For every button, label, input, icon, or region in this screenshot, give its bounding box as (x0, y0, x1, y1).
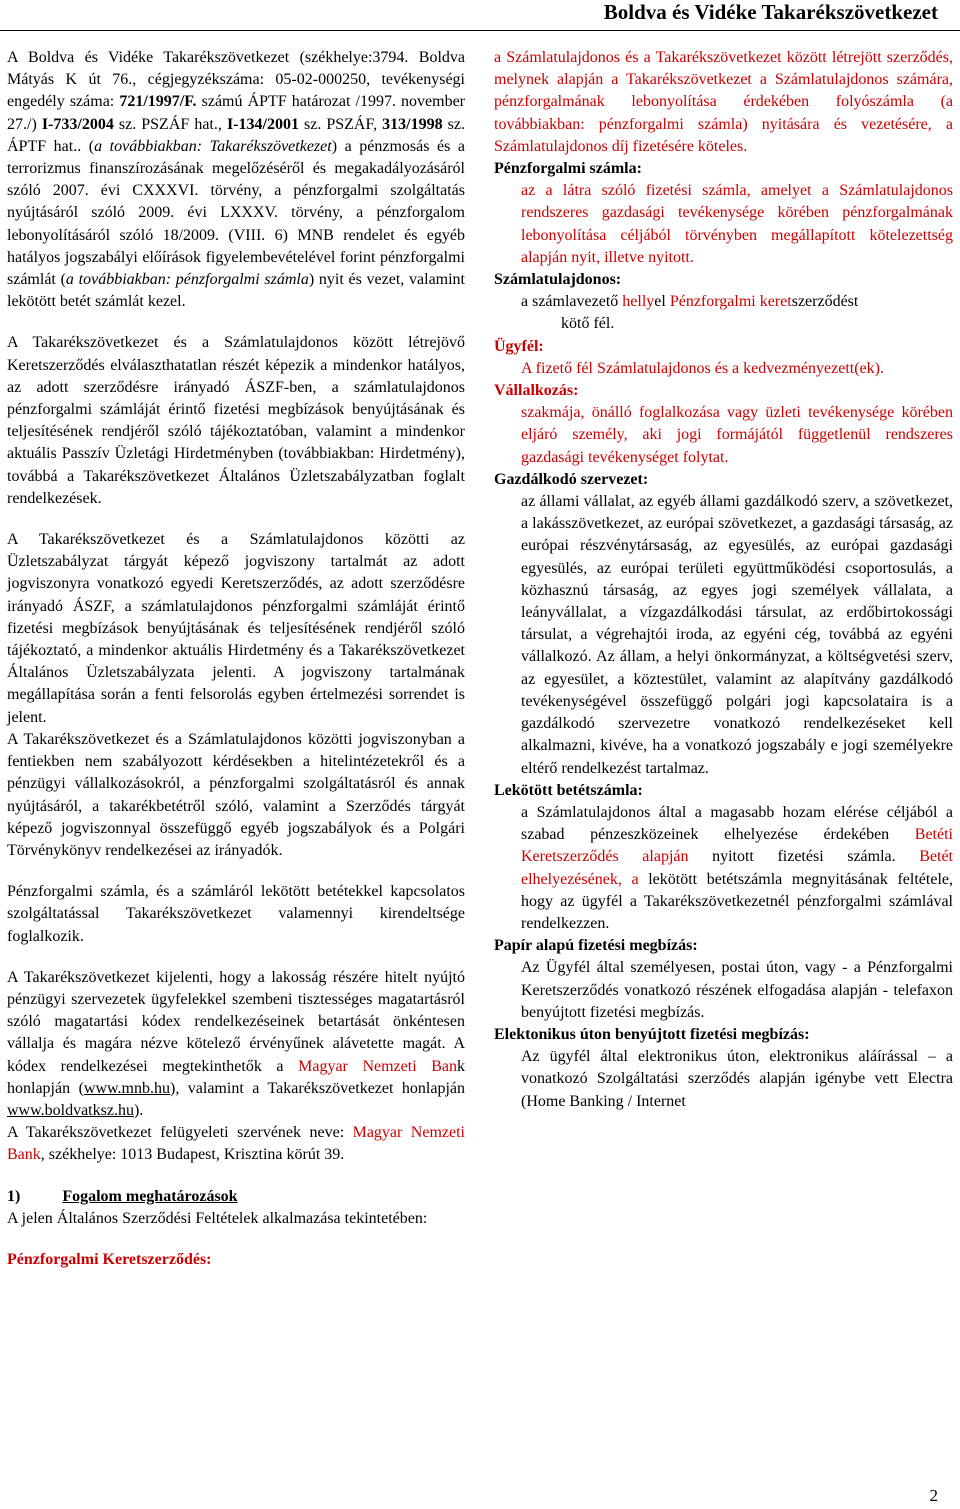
page-number: 2 (929, 1486, 938, 1505)
framework-paragraph: A Takarékszövetkezet és a Számlatulajdonos között létrejövő Keretszerződés elválaszthatatlan részét képezik a mindenkor hatályos, az adott szerződésre irányadó ÁSZF-ben, a számlatulajdonos pénzforgalmi számláját érintő fizetési megbízások benyújtásának és teljesítésének rendjéről szóló tájékoztatóban, valamint a mindenkor aktuális Passzív Üzletági Hirdetményben (továbbiakban: Hirdetmény), továbbá a Takarékszövetkezet Általános Üzletszabályzatban foglalt rendelkezések. (7, 334, 465, 507)
mnb-link[interactable]: www.mnb.hu (83, 1079, 170, 1097)
definition-penzforgalmi-szamla: az a látra szóló fizetési számla, amelyet a Számlatulajdonos rendszeres gazdasági tevékenysége körében pénzforgalmának lebonyolítása céljából törvényben megállapított kötelezettség alapján nyit, illetve nyitott. (521, 182, 953, 266)
term-lekotott-betetszamla: Lekötött betétszámla: (494, 781, 643, 799)
definition-gazdalkodo-szervezet: az állami vállalat, az egyéb állami gazdálkodó szerv, a szövetkezet, a lakásszövetkezet, az európai szövetkezet, a gazdasági társaság, az európai részvénytársaság, az egyesülés, az európai gazdasági egyesülés, az európai területi együttműködési csoportosulás, a közhasznú társaság, az egyes jogi személyek vállalata, a leányvállalat, a vízgazdálkodási társulat, az erdőbirtokossági társulat, a végrehajtói iroda, az egyéni cég, továbbá az egyéni vállalkozó. Az állam, a helyi önkormányzat, a költségvetési szerv, az egyesület, a köztestület, valamint az alapítvány gazdálkodó tevékenységével összefüggő polgári jogi kapcsolataira is a gazdálkodó szervezetre vonatkozó rendelkezéseket kell alkalmazni, kivéve, ha a vonatkozó jogszabály e jogi személyekre eltérő rendelkezést tartalmaz. (521, 493, 953, 777)
definition-elektronikus-megbizas: Az ügyfél által elektronikus úton, elektronikus aláírással – a vonatkozó Szolgáltatási szerződés alapján igénybe vett Electra (Home Banking / Internet (521, 1048, 953, 1110)
page-header (0, 0, 960, 31)
term-elektronikus-megbizas: Elektonikus úton benyújtott fizetési megbízás: (494, 1025, 810, 1043)
left-column (7, 47, 465, 1271)
term-papir-alapu-megbizas: Papír alapú fizetési megbízás: (494, 937, 698, 955)
term-ugyfel: Ügyfél: (494, 337, 544, 355)
definition-vallalkozas: szakmája, önálló foglalkozása vagy üzleti tevékenysége körében eljáró személy, aki jogi formájától függetlenül rendszeres gazdasági tevékenységet folytat. (521, 404, 953, 466)
section-heading: 1) Fogalom meghatározások (7, 1187, 238, 1205)
term-szamlatulajdonos: Számlatulajdonos: (494, 271, 622, 289)
definition-papir-alapu-megbizas: Az Ügyfél által személyesen, postai úton, vagy - a Pénzforgalmi Keretszerződés vonatkozó részének elfogadása alapján - telefaxon benyújtott fizetési megbízás. (521, 959, 953, 1021)
scope-paragraph: A jelen Általános Szerződési Feltételek alkalmazása tekintetében: (7, 1209, 428, 1227)
term-penzforgalmi-szamla: Pénzforgalmi számla: (494, 160, 642, 178)
definition-ugyfel: A fizető fél Számlatulajdonos és a kedvezményezett(ek). (521, 359, 884, 377)
term-vallalkozas: Vállalkozás: (494, 382, 579, 400)
legal-relationship-paragraph: A Takarékszövetkezet és a Számlatulajdonos közötti az Üzletszabályzat tárgyát képező jogviszony tartalmát az adott jogviszonyra vonatkozó egyedi Keretszerződés, az adott szerződésre irányadó ÁSZF, a számlatulajdonos pénzforgalmi számláját érintő fizetési megbízások benyújtásának és teljesítésének rendjéről szóló tájékoztató, a mindenkor aktuális Hirdetmény és a Takarékszövetkezet Általános Üzletszabályzata jelenti. A jogviszony tartalmának megállapítása során a fenti felsorolás egyben értelmezési sorrendet is jelent. (7, 531, 465, 726)
intro-paragraph: A Boldva és Vidéke Takarékszövetkezet (székhelye:3794. Boldva Mátyás K út 76., cégjegyzékszáma: 05-02-000250, tevékenységi engedély száma: 721/1997/F. számú ÁPTF határozat /1997. november 27./) I-733/2004 sz. PSZÁF hat., I-134/2001 sz. PSZÁF, 313/1998 sz. ÁPTF hat.. (a továbbiakban: Takarékszövetkezet) a pénzmosás és a terrorizmus finanszírozásának megelőzéséről és megakadályozásáról szóló 2007. évi CXXXVI. törvény, a pénzforgalmi szolgáltatás nyújtásáról szóló 2009. évi LXXXV. törvény, a pénzforgalom lebonyolításáról szóló 18/2009. (VIII. 6) MNB rendelet és egyéb hatályos jogszabályi előírások figyelembevételével forint pénzforgalmi számlát (a továbbiakban: pénzforgalmi számla) nyit és vezet, valamint lekötött betét számlát kezel. (7, 49, 466, 311)
keretszerzodes-definition: a Számlatulajdonos és a Takarékszövetkezet között létrejött szerződés, melynek alapján a Takarékszövetkezet a Számlatulajdonos számára, pénzforgalmának lebonyolítása érdekében folyószámla (a továbbiakban: pénzforgalmi számla) nyitására és vezetésére, a Számlatulajdonos díj fizetésére köteles. (494, 49, 953, 155)
term-gazdalkodo-szervezet: Gazdálkodó szervezet: (494, 470, 649, 488)
boldvatksz-link[interactable]: www.boldvatksz.hu (7, 1101, 134, 1119)
definition-szamlatulajdonos: a számlavezető hellyel Pénzforgalmi keretszerződést kötő fél. (521, 293, 859, 333)
supervisory-paragraph: A Takarékszövetkezet felügyeleti szervének neve: Magyar Nemzeti Bank, székhelye: 1013 Budapest, Krisztina körút 39. (7, 1124, 465, 1164)
code-of-conduct-paragraph: A Takarékszövetkezet kijelenti, hogy a lakosság részére hitelt nyújtó pénzügyi szervezetek ügyfelekkel szembeni tisztességes magatartásról szóló magatartási kódex rendelkezéseinek betartását önkéntesen vállalja és magára nézve kötelező érvényűnek alávetette magát. A kódex rendelkezései megtekinthetők a Magyar Nemzeti Bank honlapján (www.mnb.hu), valamint a Takarékszövetkezet honlapján www.boldvatksz.hu). (7, 968, 466, 1119)
right-column (494, 47, 953, 1113)
branches-paragraph: Pénzforgalmi számla, és a számláról lekötött betétekkel kapcsolatos szolgáltatással Takarékszövetkezet valamennyi kirendeltsége foglalkozik. (7, 883, 465, 945)
definition-lekotott-betetszamla: a Számlatulajdonos által a magasabb hozam elérése céljából a szabad pénzeszközeinek elhelyezése érdekében Betéti Keretszerződés alapján nyitott fizetési számla. Betét elhelyezésének, a lekötött betétszámla megnyitásának feltétele, hogy az ügyfél a Takarékszövetkezetnél pénzforgalmi számlával rendelkezzen. (521, 803, 953, 932)
applicable-law-paragraph: A Takarékszövetkezet és a Számlatulajdonos közötti jogviszonyban a fentiekben nem szabályozott kérdésekben a hitelintézetekről és a pénzügyi vállalkozásokról, a pénzforgalmi szolgáltatásról és annak nyújtásáról, a takarékbetétről szóló, valamint a Szerződés tárgyát képező jogviszonnyal összefüggő egyéb jogszabályok és a Polgári Törvénykönyv rendelkezései az irányadók. (7, 730, 465, 859)
header-title: Boldva és Vidéke Takarékszövetkezet (603, 0, 938, 24)
keretszerzodes-term: Pénzforgalmi Keretszerződés: (7, 1250, 212, 1268)
